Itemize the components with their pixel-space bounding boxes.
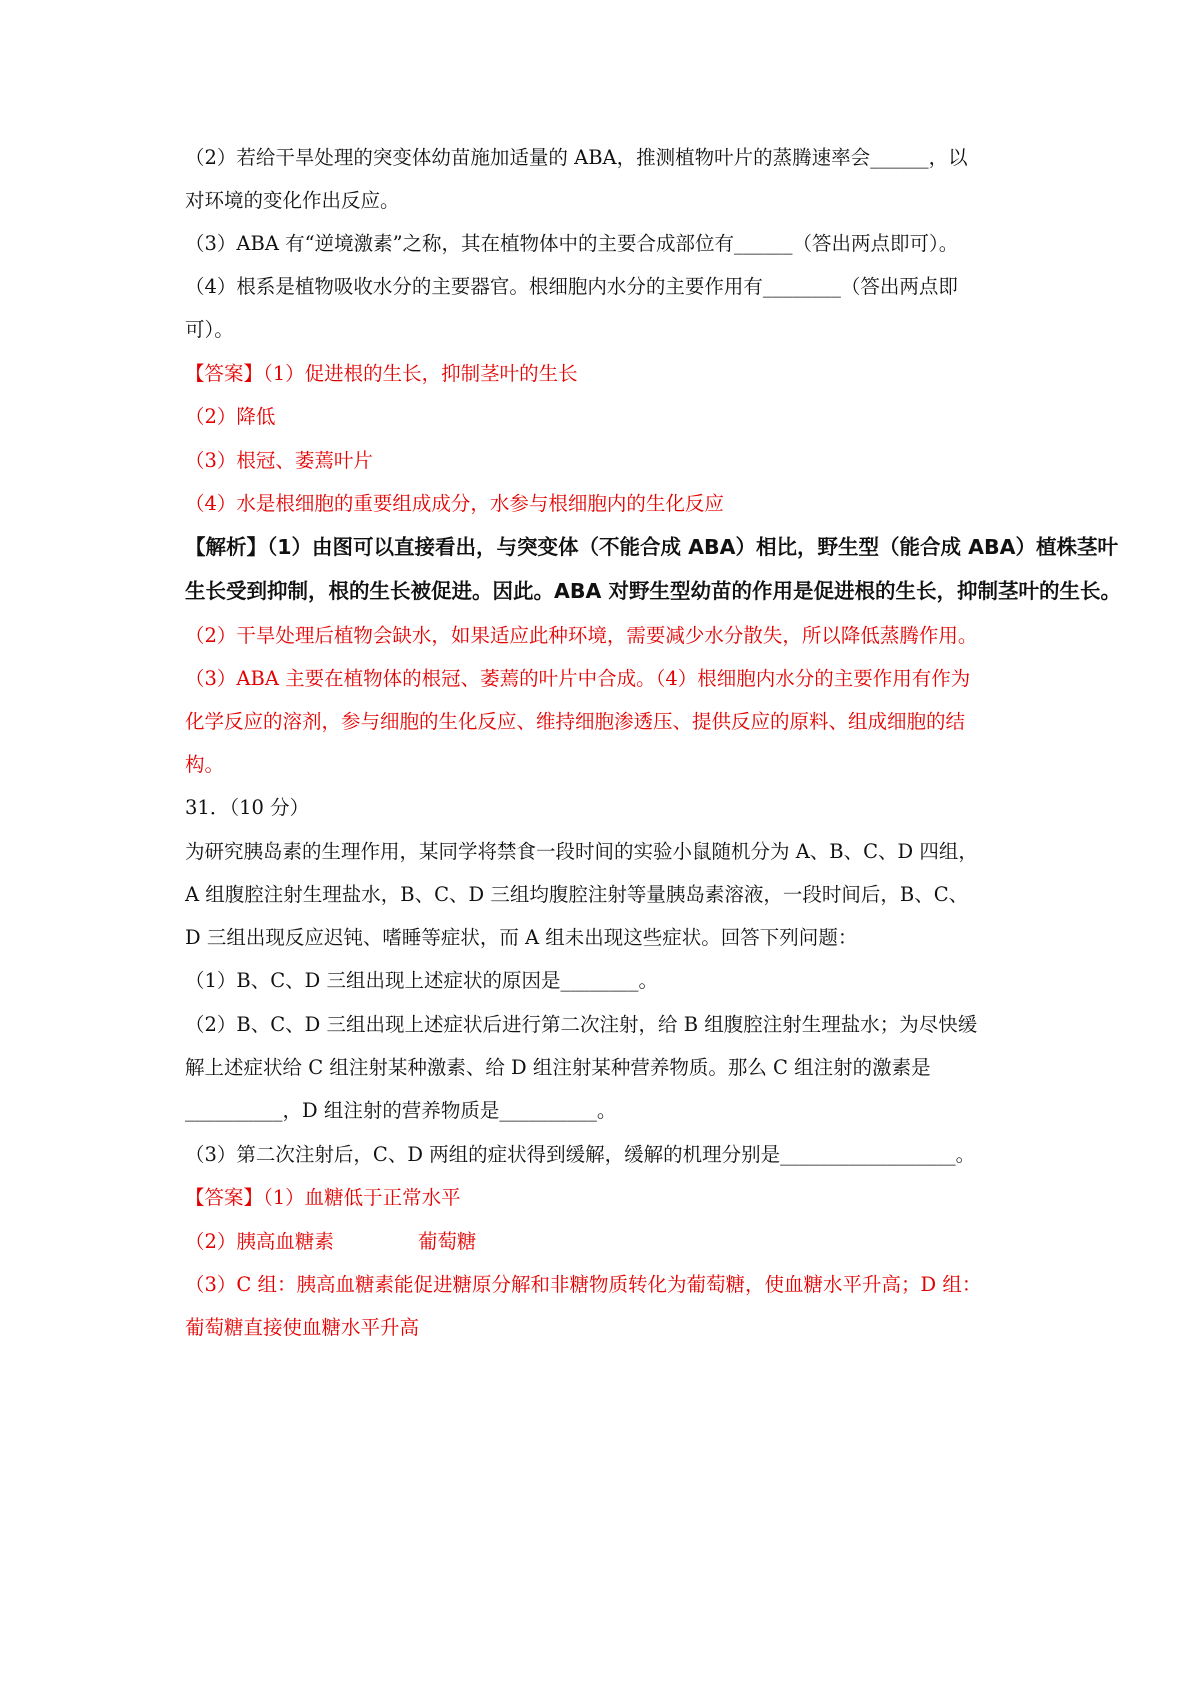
q31-sub2-line3: __________，D 组注射的营养物质是__________。 [185, 1099, 617, 1122]
q30-analysis-p3-line3: 构。 [185, 753, 225, 776]
q31-answer-1: 【答案】（1）血糖低于正常水平 [185, 1186, 461, 1209]
q31-sub2-line1: （2）B、C、D 三组出现上述症状后进行第二次注射，给 B 组腹腔注射生理盐水；为尽快缓 [185, 1013, 978, 1036]
q30-analysis-p3-line1: （3）ABA 主要在植物体的根冠、萎蔫的叶片中合成。（4）根细胞内水分的主要作用有作为 [185, 667, 971, 690]
q30-answer-3: （3）根冠、萎蔫叶片 [185, 449, 373, 472]
q30-analysis-p1-line1: 【解析】（1）由图可以直接看出，与突变体（不能合成 ABA）相比，野生型（能合成 ABA）植株茎叶 [185, 535, 1118, 559]
q30-answer-2: （2）降低 [185, 405, 276, 428]
q31-answer-3-line2: 葡萄糖直接使血糖水平升高 [185, 1316, 420, 1339]
q31-sub1: （1）B、C、D 三组出现上述症状的原因是________。 [185, 969, 658, 992]
q30-answer-4: （4）水是根细胞的重要组成成分，水参与根细胞内的生化反应 [185, 492, 724, 515]
q30-answer-1: 【答案】（1）促进根的生长，抑制茎叶的生长 [185, 362, 578, 385]
q30-sub4-line1: （4）根系是植物吸收水分的主要器官。根细胞内水分的主要作用有________（答出两点即 [185, 275, 958, 298]
q31-answer-2 [185, 1227, 1085, 1257]
q31-answer-2-value: 葡萄糖 [417, 1230, 477, 1253]
q31-stem-line3: D 三组出现反应迟钝、嗜睡等症状，而 A 组未出现这些症状。回答下列问题： [185, 926, 858, 949]
q30-sub3: （3）ABA 有“逆境激素”之称，其在植物体中的主要合成部位有______（答出两点即可）。 [185, 232, 959, 255]
q31-sub2-line2: 解上述症状给 C 组注射某种激素、给 D 组注射某种营养物质。那么 C 组注射的激素是 [185, 1056, 931, 1079]
q31-stem-line1: 为研究胰岛素的生理作用，某同学将禁食一段时间的实验小鼠随机分为 A、B、C、D 四组， [185, 840, 978, 863]
q30-sub2-line1: （2）若给干旱处理的突变体幼苗施加适量的 ABA，推测植物叶片的蒸腾速率会______，以 [185, 146, 968, 169]
q30-sub4-line2: 可）。 [185, 318, 234, 341]
q31-answer-2-label: （2）胰高血糖素 [185, 1230, 334, 1253]
q31-answer-3-line1: （3）C 组：胰高血糖素能促进糖原分解和非糖物质转化为葡萄糖，使血糖水平升高；D 组： [185, 1273, 982, 1296]
q30-sub2-line2: 对环境的变化作出反应。 [185, 189, 400, 212]
q30-analysis-p3-line2: 化学反应的溶剂，参与细胞的生化反应、维持细胞渗透压、提供反应的原料、组成细胞的结 [185, 710, 966, 733]
q31-sub3: （3）第二次注射后，C、D 两组的症状得到缓解，缓解的机理分别是__________________。 [185, 1143, 976, 1166]
q30-analysis-p2: （2）干旱处理后植物会缺水，如果适应此种环境，需要减少水分散失，所以降低蒸腾作用。 [185, 624, 978, 647]
q31-heading: 31．（10 分） [185, 796, 310, 819]
q30-analysis-p1-line2: 生长受到抑制，根的生长被促进。因此。ABA 对野生型幼苗的作用是促进根的生长，抑制茎叶的生长。 [185, 579, 1121, 603]
q31-stem-line2: A 组腹腔注射生理盐水，B、C、D 三组均腹腔注射等量胰岛素溶液，一段时间后，B、C、 [185, 883, 969, 906]
